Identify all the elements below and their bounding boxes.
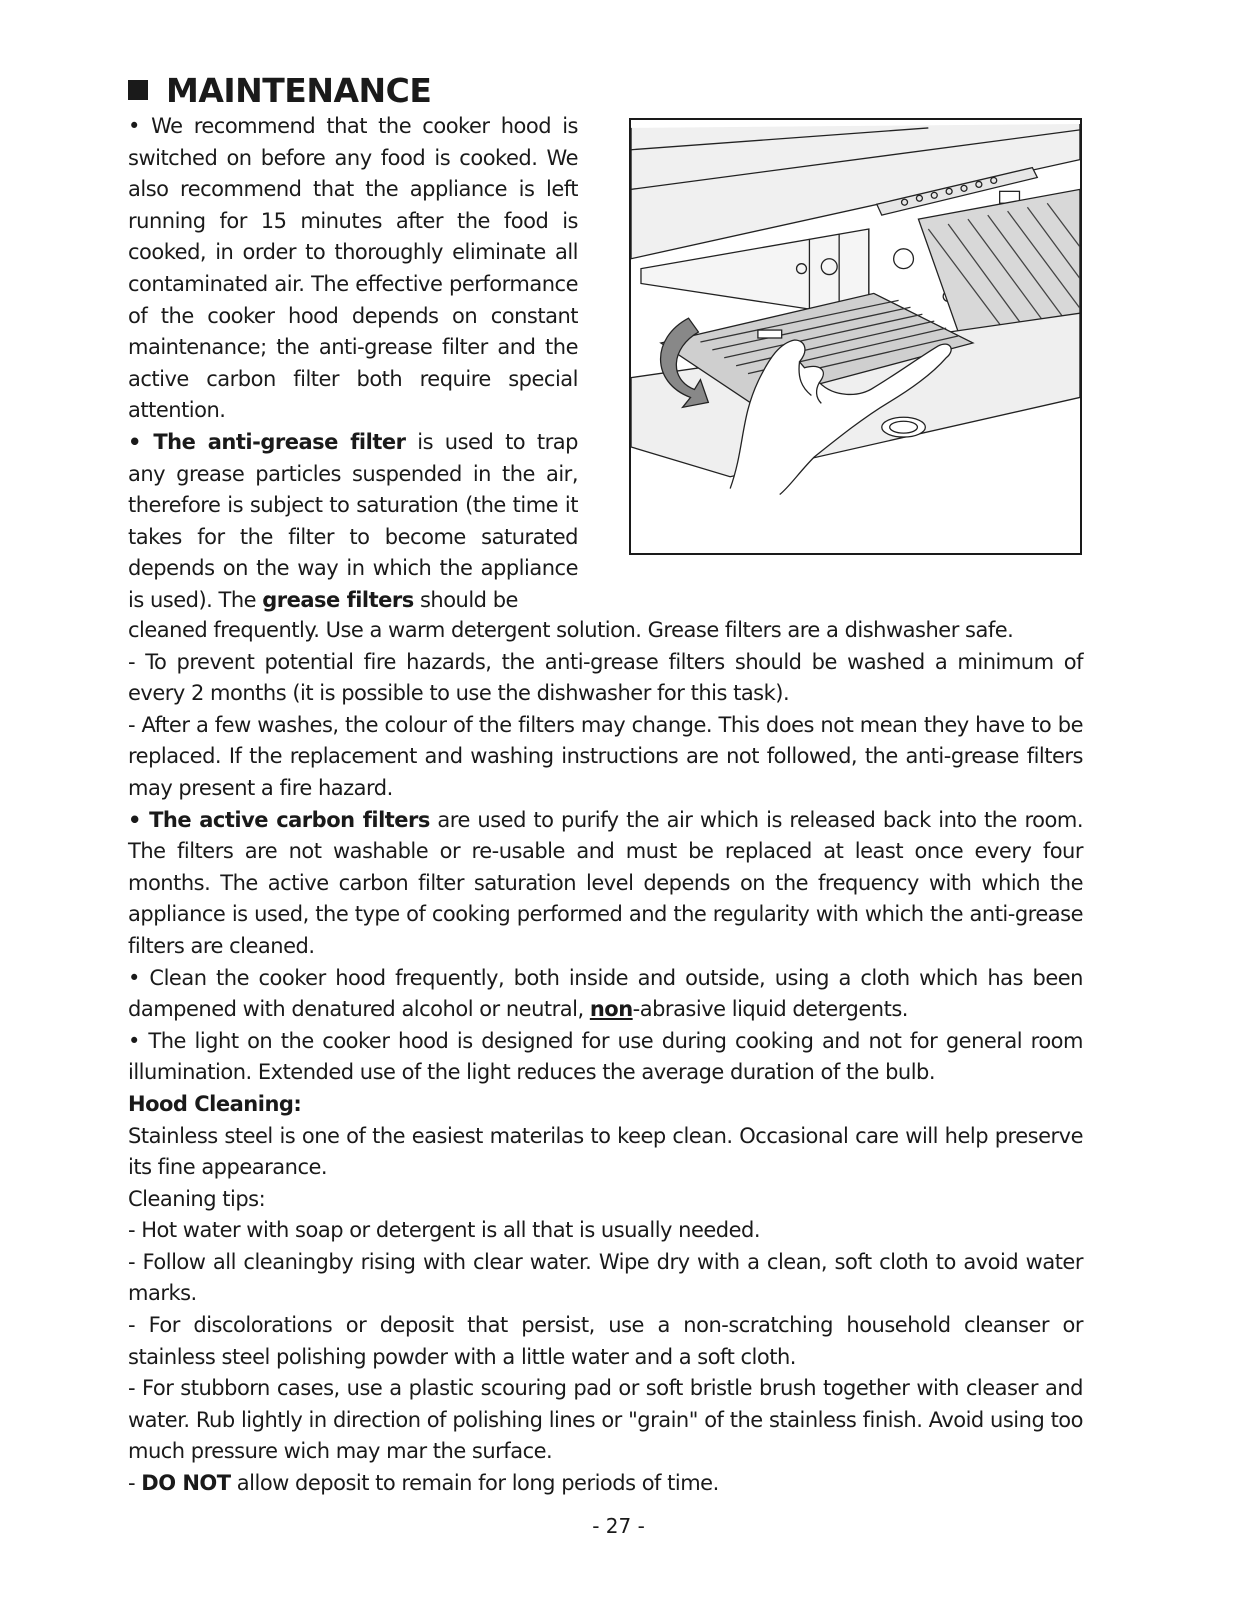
main-text	[128, 615, 1083, 1500]
intro-paragraph: • We recommend that the cooker hood is switched on before any food is cooked. We also recommend that the appliance is left running for 15 minutes after the food is cooked, in order to thoroughly eliminate all contaminated air. The effective performance of the cooker hood depends on constant maintenance; the anti-grease filter and the active carbon filter both require special attention.	[128, 114, 578, 423]
tip-item: - For discolorations or deposit that persist, use a non-scratching household cleanser or stainless steel polishing powder with a little water and a soft cloth.	[128, 1313, 1083, 1369]
grease-filters-label: grease filters	[262, 587, 414, 612]
stainless-paragraph: Stainless steel is one of the easiest materilas to keep clean. Occasional care will help preserve its fine appearance.	[128, 1123, 1083, 1180]
anti-grease-label: • The anti-grease filter	[128, 429, 406, 454]
tip-item	[128, 1468, 1083, 1500]
section-title: MAINTENANCE	[166, 70, 432, 110]
do-not-label: DO NOT	[141, 1471, 231, 1496]
cleaning-tips-title: Cleaning tips:	[128, 1186, 266, 1211]
page-number: - 27 -	[592, 1514, 645, 1538]
intro-text	[128, 111, 578, 617]
carbon-filter-text: are used to purify the air which is released back into the room. The filters are not washable or re-usable and must be replaced at least once every four months. The active carbon filter saturation level depends on the frequency with which the appliance is used, the type of cooking performed and the regularity with which the anti-grease filters are cleaned.	[128, 807, 1083, 958]
filter-removal-illustration	[629, 118, 1082, 555]
anti-grease-paragraph	[128, 427, 578, 617]
hood-cleaning-title: Hood Cleaning:	[128, 1091, 302, 1116]
anti-grease-text-end: should be	[413, 587, 518, 612]
square-bullet-icon	[128, 80, 148, 100]
hood-filter-drawing	[631, 120, 1080, 553]
tip-text: allow deposit to remain for long periods of time.	[230, 1471, 719, 1496]
carbon-filter-label: • The active carbon filters	[128, 807, 430, 832]
hood-cleaning-heading	[128, 1089, 1083, 1121]
tip-item: - For stubborn cases, use a plastic scouring pad or soft bristle brush together with cleaser and water. Rub lightly in direction of polishing lines or "grain" of the stainless finish. Avoid using too much pressure wich may mar the surface.	[128, 1376, 1083, 1464]
carbon-filter-paragraph	[128, 805, 1083, 963]
tip-dash: -	[128, 1471, 142, 1496]
colour-change-paragraph: - After a few washes, the colour of the filters may change. This does not mean they have to be replaced. If the replacement and washing instructions are not followed, the anti-grease filters may present a fire hazard.	[128, 712, 1083, 800]
anti-grease-paragraph-cont: cleaned frequently. Use a warm detergent solution. Grease filters are a dishwasher safe.	[128, 618, 1014, 642]
section-heading	[128, 70, 431, 110]
light-paragraph: • The light on the cooker hood is designed for use during cooking and not for general room illumination. Extended use of the light reduces the average duration of the bulb.	[128, 1028, 1083, 1085]
cleaning-text-end: -abrasive liquid detergents.	[632, 997, 908, 1022]
cleaning-paragraph	[128, 963, 1083, 1026]
tip-item: - Hot water with soap or detergent is all that is usually needed.	[128, 1218, 761, 1243]
tip-item: - Follow all cleaningby rising with clear water. Wipe dry with a clean, soft cloth to avoid water marks.	[128, 1249, 1083, 1306]
anti-grease-text: is used to trap any grease particles suspended in the air, therefore is subject to saturation (the time it takes for the filter to become saturated depends on the way in which the appliance is used). The	[128, 429, 578, 612]
fire-hazard-paragraph: - To prevent potential fire hazards, the anti-grease filters should be washed a minimum of every 2 months (it is possible to use the dishwasher for this task).	[128, 649, 1083, 706]
cleaning-text: • Clean the cooker hood frequently, both inside and outside, using a cloth which has been dampened with denatured alcohol or neutral,	[128, 965, 1083, 1022]
non-emphasis: non	[589, 997, 633, 1022]
